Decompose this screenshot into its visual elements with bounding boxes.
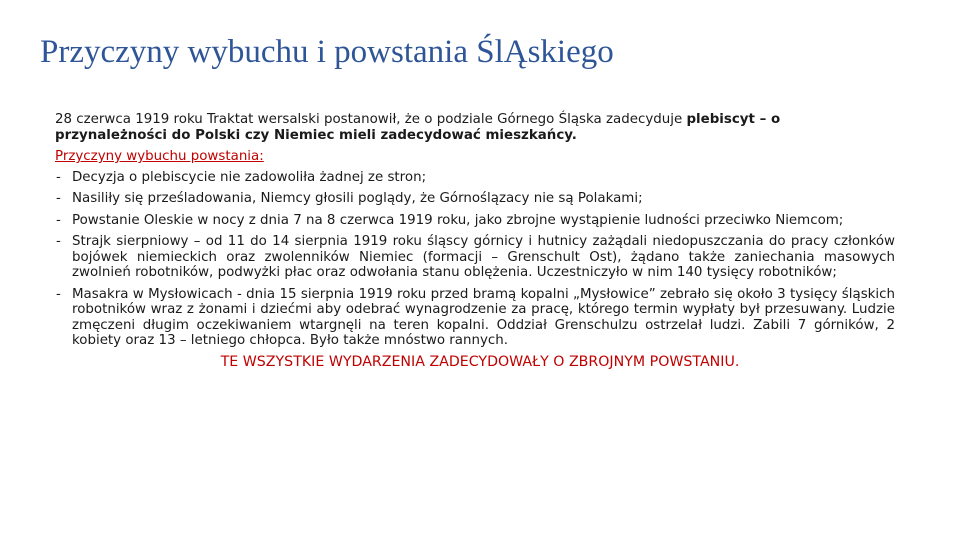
slide-title: Przyczyny wybuchu i powstania ŚlĄskiego (40, 34, 614, 70)
list-item-text: Masakra w Mysłowicach - dnia 15 sierpnia 1919 roku przed bramą kopalni „Mysłowice” zebrało się około 3 tysięcy śląskich robotników wraz z żonami i dziećmi aby odebrać wynagrodzenie za pracę, którego termin wypłaty był przesuwany. Ludzie zmęczeni długim oczekiwaniem wtargnęli na teren kopalni. Oddział Grenschulzu ostrzelał ludzi. Zabili 7 górników, 2 kobiety oraz 13 – letniego chłopca. Było także mnóstwo rannych. (72, 286, 895, 348)
bullet-dash: - (56, 169, 61, 185)
bullet-dash: - (56, 191, 61, 206)
intro-text: 28 czerwca 1919 roku Traktat wersalski postanowił, że o podziale Górnego Śląska zadecyduje (55, 112, 687, 127)
causes-heading: Przyczyny wybuchu powstania: (55, 149, 264, 164)
list-item-text: Powstanie Oleskie w nocy z dnia 7 na 8 czerwca 1919 roku, jako zbrojne wystąpienie ludności przeciwko Niemcom; (72, 212, 844, 228)
list-item (55, 191, 895, 207)
causes-list (55, 170, 895, 349)
list-item (55, 287, 895, 349)
bullet-dash: - (56, 286, 61, 302)
conclusion-text: TE WSZYSTKIE WYDARZENIA ZADECYDOWAŁY O ZBROJNYM POWSTANIU. (220, 353, 740, 370)
bullet-dash: - (56, 212, 61, 228)
slide-body (55, 112, 895, 370)
list-item (55, 213, 895, 229)
list-item-text: Nasiliły się prześladowania, Niemcy głosili poglądy, że Górnoślązacy nie są Polakami; (72, 191, 643, 206)
intro-paragraph (55, 112, 895, 143)
list-item (55, 170, 895, 186)
bullet-dash: - (56, 234, 61, 249)
intro-bold-text: plebiscyt – o przynależności do Polski czy Niemiec mieli zadecydować mieszkańcy. (55, 112, 781, 143)
list-item-text: Decyzja o plebiscycie nie zadowoliła żadnej ze stron; (72, 169, 427, 185)
list-item-text: Strajk sierpniowy – od 11 do 14 sierpnia 1919 roku śląscy górnicy i hutnicy zażądali niedopuszczania do pracy członków bojówek niemieckich oraz zwolenników Niemiec (formacji – Grenschult Ost), żądano także zaniechania masowych zwolnień robotników, podwyżki płac oraz odwołania stanu oblężenia. Uczestniczyło w nim 140 tysięcy robotników; (72, 234, 895, 280)
list-item (55, 234, 895, 281)
